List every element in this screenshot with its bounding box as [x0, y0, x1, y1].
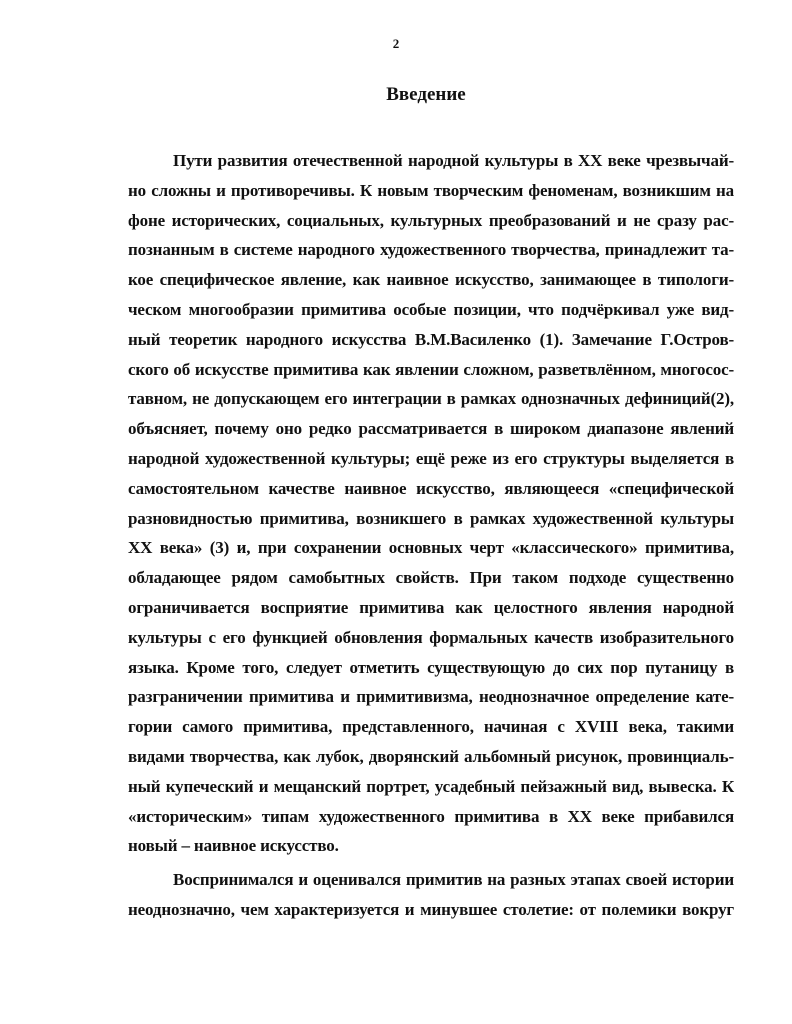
text-line: видами творчества, как лубок, дворянский альбомный рисунок, провинциаль- — [128, 746, 734, 766]
text-line: кое специфическое явление, как наивное искусство, занимающее в типологи- — [128, 270, 734, 290]
page-number: 2 — [392, 36, 400, 51]
text-line: ный купеческий и мещанский портрет, усадебный пейзажный вид, вывеска. К — [128, 776, 734, 796]
page-title: Введение — [386, 84, 466, 105]
text-line: познанным в системе народного художественного творчества, принадлежит та- — [128, 240, 734, 260]
paragraph-1 — [128, 146, 734, 861]
text-line: но сложны и противоречивы. К новым творческим феноменам, возникшим на — [128, 180, 734, 200]
text-line: Воспринимался и оценивался примитив на разных этапах своей истории — [173, 870, 734, 890]
text-line: новый – наивное искусство. — [128, 836, 339, 856]
text-line: самостоятельном качестве наивное искусство, являющееся «специфической — [128, 478, 734, 498]
text-line: объясняет, почему оно редко рассматривается в широком диапазоне явлений — [128, 419, 734, 439]
text-line: гории самого примитива, представленного, начиная с XVIII века, такими — [128, 717, 734, 737]
text-line: Пути развития отечественной народной культуры в XX веке чрезвычай- — [173, 151, 734, 170]
text-line: народной художественной культуры; ещё реже из его структуры выделяется в — [128, 448, 734, 468]
text-line: неоднозначно, чем характеризуется и минувшее столетие: от полемики вокруг — [128, 899, 734, 919]
text-line: «историческим» типам художественного примитива в XX веке прибавился — [128, 806, 734, 826]
body-text — [128, 146, 734, 925]
text-line: тавном, не допускающем его интеграции в рамках однозначных дефиниций(2), — [128, 389, 734, 409]
text-line: ского об искусстве примитива как явлении сложном, разветвлённом, многосос- — [128, 359, 734, 379]
text-line: фоне исторических, социальных, культурных преобразований и не сразу рас- — [128, 210, 734, 230]
text-line: языка. Кроме того, следует отметить существующую до сих пор путаницу в — [128, 657, 734, 677]
text-line: разграничении примитива и примитивизма, неоднозначное определение кате- — [128, 687, 734, 707]
text-line: XX века» (3) и, при сохранении основных черт «классического» примитива, — [128, 538, 734, 558]
text-line: ный теоретик народного искусства В.М.Василенко (1). Замечание Г.Остров- — [128, 329, 734, 349]
text-line: разновидностью примитива, возникшего в рамках художественной культуры — [128, 508, 734, 528]
paragraph-2 — [128, 865, 734, 925]
text-line: ческом многообразии примитива особые позиции, что подчёркивал уже вид- — [128, 299, 734, 319]
text-line: обладающее рядом самобытных свойств. При таком подходе существенно — [128, 568, 734, 588]
text-line: ограничивается восприятие примитива как целостного явления народной — [128, 597, 734, 617]
text-line: культуры с его функцией обновления формальных качеств изобразительного — [128, 627, 734, 647]
